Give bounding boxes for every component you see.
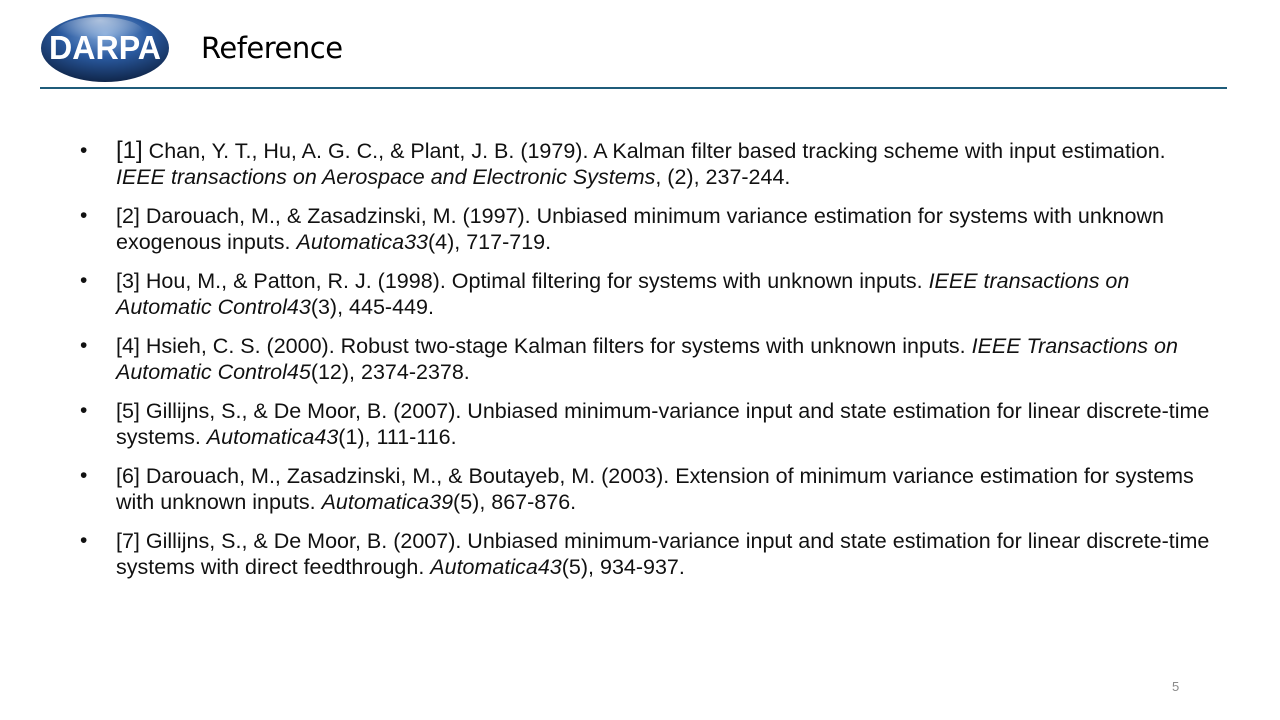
- reference-item: [80, 398, 1210, 450]
- reference-journal: IEEE Transactions on Automatic Control: [116, 334, 1178, 384]
- reference-text: Gillijns, S., & De Moor, B. (2007). Unbiased minimum-variance input and state estimation for linear discrete-time systems.: [116, 399, 1210, 449]
- reference-text: Chan, Y. T., Hu, A. G. C., & Plant, J. B. (1979). A Kalman filter based tracking scheme with input estimation.: [142, 139, 1166, 163]
- reference-pages: (5), 867-876.: [453, 490, 577, 514]
- page-number: 5: [1172, 679, 1180, 694]
- reference-number: [5]: [116, 399, 140, 423]
- bullet-icon: •: [80, 269, 88, 292]
- reference-journal: Automatica: [206, 425, 315, 449]
- reference-journal: Automatica: [296, 230, 405, 254]
- reference-text: Hsieh, C. S. (2000). Robust two-stage Kalman filters for systems with unknown inputs.: [139, 334, 972, 358]
- bullet-icon: •: [80, 334, 88, 357]
- title-divider: [40, 87, 1227, 89]
- reference-volume: 45: [286, 360, 311, 384]
- bullet-icon: •: [80, 464, 88, 487]
- reference-pages: (5), 934-937.: [561, 555, 685, 579]
- reference-text: Hou, M., & Patton, R. J. (1998). Optimal filtering for systems with unknown inputs.: [139, 269, 929, 293]
- reference-volume: 39: [429, 490, 454, 514]
- reference-pages: (4), 717-719.: [427, 230, 552, 254]
- reference-number: [4]: [116, 334, 140, 358]
- reference-item: [80, 138, 1210, 190]
- reference-item: [80, 203, 1210, 255]
- bullet-icon: •: [80, 139, 88, 162]
- bullet-icon: •: [80, 399, 88, 422]
- reference-number: [2]: [116, 204, 140, 228]
- reference-number: [3]: [116, 269, 140, 293]
- reference-pages: (12), 2374-2378.: [310, 360, 470, 384]
- reference-number: [7]: [116, 529, 140, 553]
- reference-number: [6]: [116, 464, 140, 488]
- reference-pages: (1), 111-116.: [338, 425, 457, 449]
- reference-item: [80, 463, 1210, 515]
- bullet-icon: •: [80, 204, 88, 227]
- reference-text: Darouach, M., Zasadzinski, M., & Boutayeb, M. (2003). Extension of minimum variance estimation for systems with unknown inputs.: [116, 464, 1194, 514]
- reference-volume: 43: [537, 555, 562, 579]
- reference-pages: (3), 445-449.: [310, 295, 434, 319]
- reference-text: Gillijns, S., & De Moor, B. (2007). Unbiased minimum-variance input and state estimation for linear discrete-time systems with direct feedthrough.: [116, 529, 1210, 579]
- reference-journal: IEEE transactions on Aerospace and Electronic Systems: [116, 165, 656, 189]
- reference-list: [80, 138, 1210, 593]
- logo-text: DARPA: [49, 29, 161, 66]
- reference-item: [80, 528, 1210, 580]
- darpa-logo: [40, 13, 170, 83]
- reference-text: Darouach, M., & Zasadzinski, M. (1997). Unbiased minimum variance estimation for systems with unknown exogenous inputs.: [116, 204, 1164, 254]
- slide-title: Reference: [201, 31, 343, 65]
- reference-journal: Automatica: [430, 555, 538, 579]
- reference-volume: 33: [404, 230, 428, 254]
- reference-number: [1]: [116, 137, 143, 164]
- reference-journal: IEEE transactions on Automatic Control: [116, 269, 1130, 319]
- reference-item: [80, 333, 1210, 385]
- reference-pages: , (2), 237-244.: [655, 165, 791, 189]
- bullet-icon: •: [80, 529, 88, 552]
- reference-volume: 43: [286, 295, 311, 319]
- reference-journal: Automatica: [321, 490, 430, 514]
- reference-volume: 43: [314, 425, 339, 449]
- reference-item: [80, 268, 1210, 320]
